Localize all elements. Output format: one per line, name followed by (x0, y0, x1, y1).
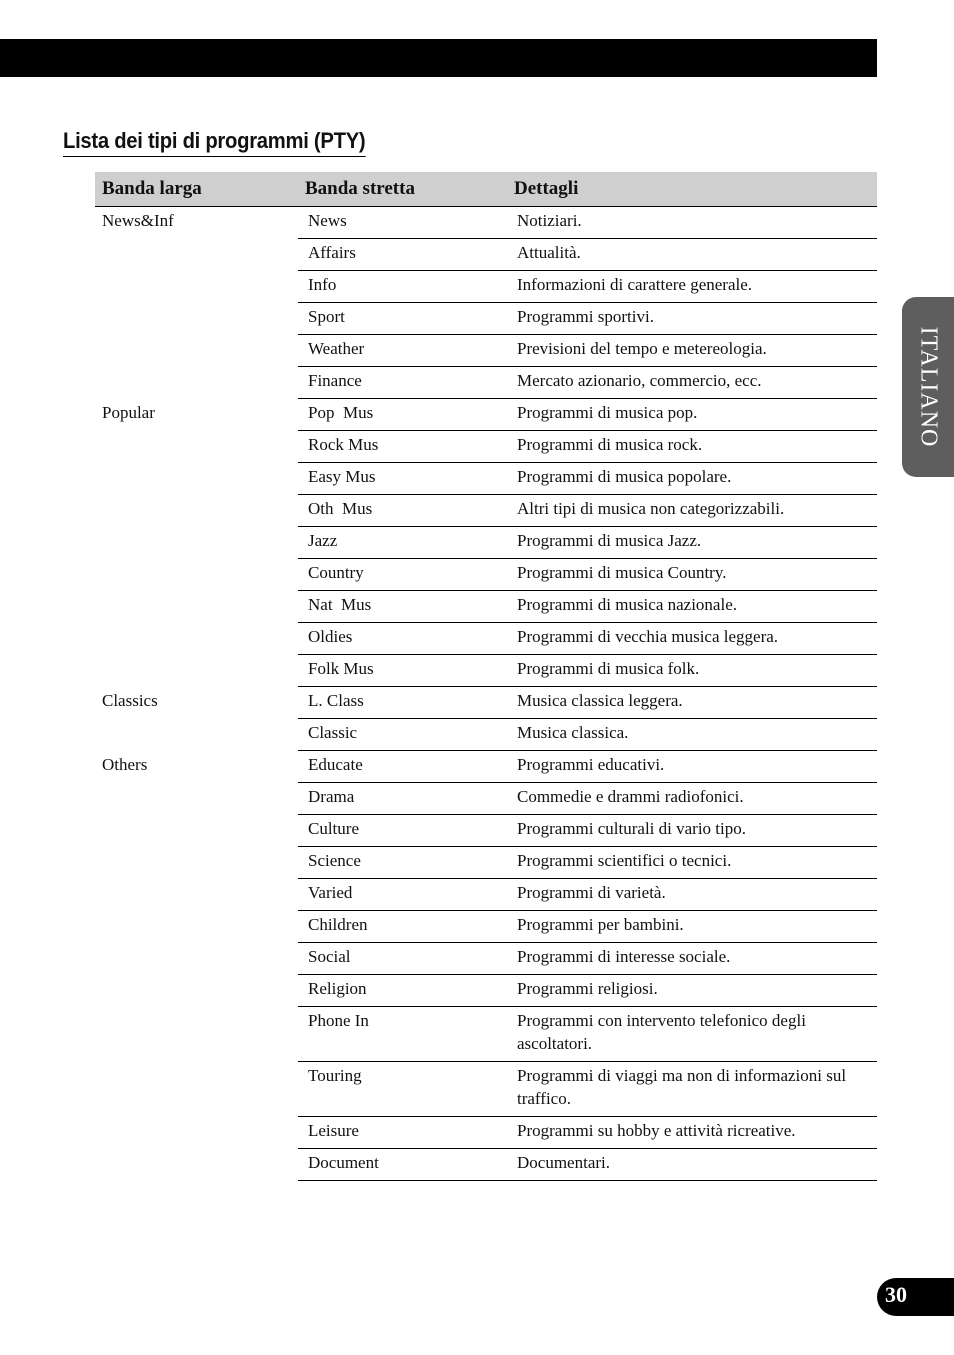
section-title: Lista dei tipi di programmi (PTY) (63, 128, 365, 157)
details-cell: Programmi di musica popolare. (507, 463, 877, 495)
narrow-band-cell: Finance (298, 367, 507, 399)
narrow-band-cell: Social (298, 943, 507, 975)
details-cell: Programmi di musica nazionale. (507, 591, 877, 623)
header-bar (0, 39, 877, 77)
narrow-band-cell: Oth Mus (298, 495, 507, 527)
narrow-band-cell: Country (298, 559, 507, 591)
table-row (95, 399, 877, 431)
details-cell: Programmi per bambini. (507, 911, 877, 943)
narrow-band-cell: Document (298, 1149, 507, 1181)
page-number-badge (877, 1278, 954, 1316)
details-cell: Commedie e drammi radiofonici. (507, 783, 877, 815)
narrow-band-cell: Rock Mus (298, 431, 507, 463)
narrow-band-cell: Weather (298, 335, 507, 367)
details-cell: Programmi di musica pop. (507, 399, 877, 431)
header-narrow: Banda stretta (298, 172, 507, 207)
details-cell: Programmi di musica Country. (507, 559, 877, 591)
details-cell: Programmi di viaggi ma non di informazioni sul traffico. (507, 1062, 877, 1117)
details-cell: Programmi su hobby e attività ricreative. (507, 1117, 877, 1149)
broad-band-cell: Others (102, 754, 148, 774)
header-row (95, 172, 877, 207)
details-cell: Musica classica leggera. (507, 687, 877, 719)
details-cell: Programmi scientifici o tecnici. (507, 847, 877, 879)
details-cell: Programmi sportivi. (507, 303, 877, 335)
narrow-band-cell: Varied (298, 879, 507, 911)
details-cell: Programmi di musica rock. (507, 431, 877, 463)
broad-band-cell: News&Inf (102, 211, 174, 230)
narrow-band-cell: Children (298, 911, 507, 943)
details-cell: Programmi di vecchia musica leggera. (507, 623, 877, 655)
narrow-band-cell: Phone In (298, 1007, 507, 1062)
page-number: 30 (885, 1282, 907, 1307)
details-cell: Altri tipi di musica non categorizzabili. (507, 495, 877, 527)
narrow-band-cell: Folk Mus (298, 655, 507, 687)
header-details: Dettagli (507, 172, 877, 207)
details-cell: Notiziari. (507, 207, 877, 239)
narrow-band-cell: Nat Mus (298, 591, 507, 623)
details-cell: Informazioni di carattere generale. (507, 271, 877, 303)
table-body (95, 207, 877, 1181)
details-cell: Musica classica. (507, 719, 877, 751)
narrow-band-cell: Culture (298, 815, 507, 847)
narrow-band-cell: Religion (298, 975, 507, 1007)
narrow-band-cell: Easy Mus (298, 463, 507, 495)
narrow-band-cell: Classic (298, 719, 507, 751)
table-header (95, 172, 877, 207)
narrow-band-cell: Jazz (298, 527, 507, 559)
details-cell: Previsioni del tempo e metereologia. (507, 335, 877, 367)
table-row (95, 751, 877, 783)
narrow-band-cell: Affairs (298, 239, 507, 271)
narrow-band-cell: Science (298, 847, 507, 879)
details-cell: Attualità. (507, 239, 877, 271)
narrow-band-cell: Educate (298, 751, 507, 783)
language-tab-label: ITALIANO (915, 326, 942, 448)
table-row (95, 687, 877, 719)
header-broad: Banda larga (95, 172, 298, 207)
narrow-band-cell: Oldies (298, 623, 507, 655)
details-cell: Programmi di varietà. (507, 879, 877, 911)
narrow-band-cell: News (298, 207, 507, 239)
table-row (95, 207, 877, 239)
broad-band-cell: Classics (102, 690, 158, 710)
details-cell: Programmi con intervento telefonico degli ascoltatori. (507, 1007, 877, 1062)
narrow-band-cell: Pop Mus (298, 399, 507, 431)
narrow-band-cell: Leisure (298, 1117, 507, 1149)
narrow-band-cell: Info (298, 271, 507, 303)
details-cell: Mercato azionario, commercio, ecc. (507, 367, 877, 399)
narrow-band-cell: Touring (298, 1062, 507, 1117)
details-cell: Programmi di musica folk. (507, 655, 877, 687)
narrow-band-cell: Drama (298, 783, 507, 815)
details-cell: Programmi religiosi. (507, 975, 877, 1007)
details-cell: Programmi educativi. (507, 751, 877, 783)
details-cell: Programmi di interesse sociale. (507, 943, 877, 975)
details-cell: Documentari. (507, 1149, 877, 1181)
pty-table (95, 172, 877, 1181)
language-tab (902, 297, 954, 477)
details-cell: Programmi culturali di vario tipo. (507, 815, 877, 847)
narrow-band-cell: Sport (298, 303, 507, 335)
details-cell: Programmi di musica Jazz. (507, 527, 877, 559)
broad-band-cell: Popular (102, 402, 155, 422)
narrow-band-cell: L. Class (298, 687, 507, 719)
